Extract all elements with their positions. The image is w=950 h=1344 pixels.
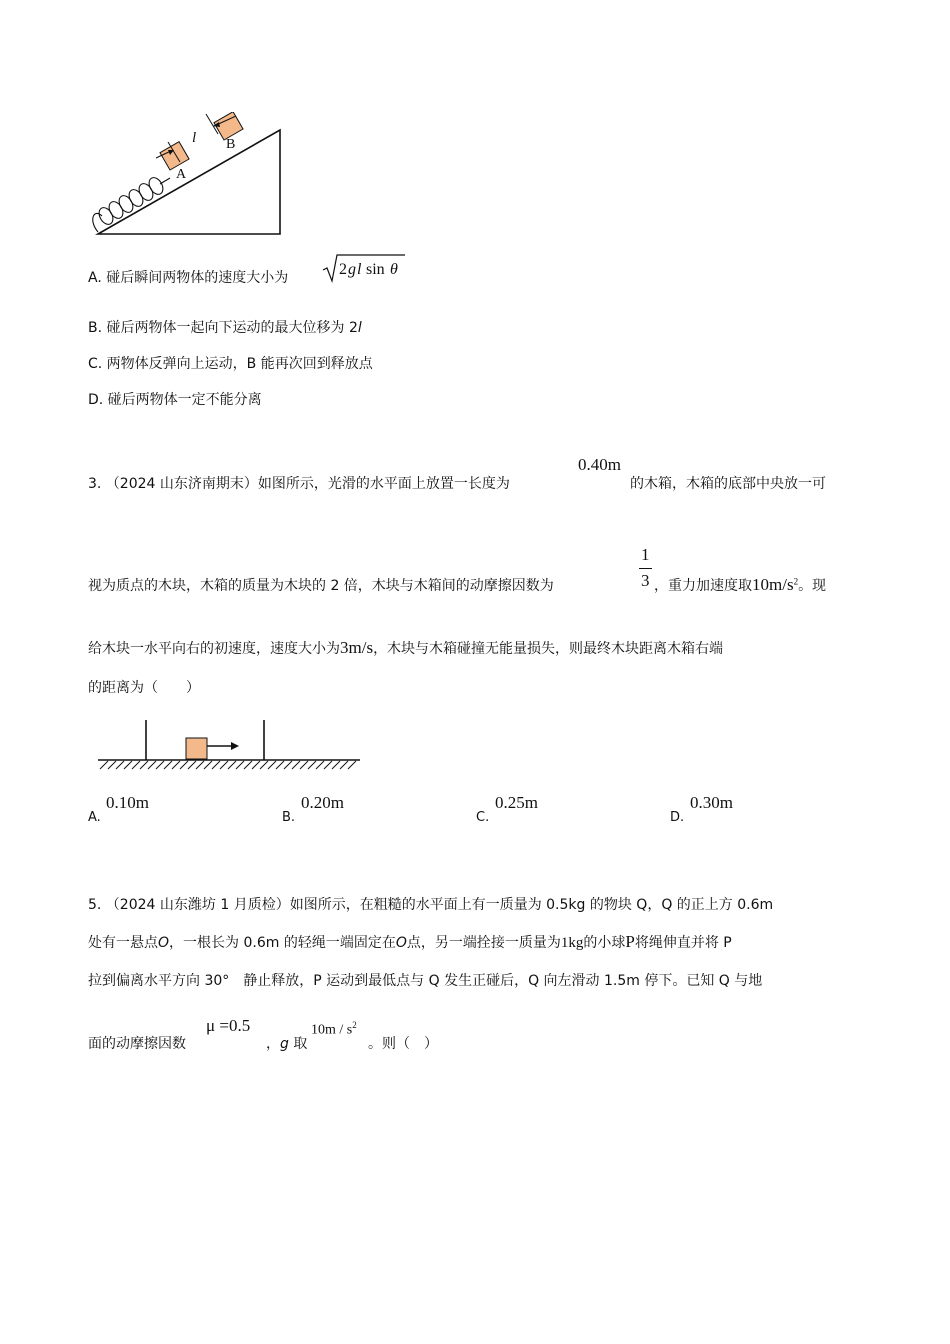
q5-line-2: 处有一悬点O，一根长为 0.6m 的轻绳一端固定在O点，另一端拴接一质量为1kg的小球P将绳伸直并将 P <box>88 932 732 951</box>
q3-line-2: 视为质点的木块，木箱的质量为木块的 2 倍，木块与木箱间的动摩擦因数为 <box>88 578 554 594</box>
q5-line-4b: ，g 取 <box>266 1036 308 1052</box>
box-on-ground-figure <box>94 716 364 772</box>
spring <box>93 175 170 232</box>
q5-mu: μ =0.5 <box>206 1016 251 1035</box>
ground-hatching <box>100 761 356 769</box>
svg-text:θ: θ <box>390 261 398 278</box>
q5-line-4: 面的动摩擦因数 <box>88 1036 186 1052</box>
block-a-label: A <box>176 167 187 182</box>
svg-text:2: 2 <box>339 261 347 278</box>
q3-option-a-letter: A. <box>88 810 101 825</box>
q3-line-1b: 的木箱，木箱的底部中央放一可 <box>630 476 826 492</box>
q3-line-3: 给木块一水平向右的初速度，速度大小为3m/s，木块与木箱碰撞无能量损失，则最终木块距离木箱右端 <box>88 638 724 657</box>
q3-option-c-letter: C. <box>476 810 490 825</box>
q2-option-b: B. 碰后两物体一起向下运动的最大位移为 2l <box>88 320 362 336</box>
svg-text:g: g <box>348 261 356 278</box>
incline-triangle <box>98 130 280 234</box>
svg-text:sin: sin <box>366 261 385 278</box>
svg-text:l: l <box>357 261 362 278</box>
q3-option-b-value: 0.20m <box>301 793 344 812</box>
q3-option-c-value: 0.25m <box>495 793 538 812</box>
q3-line-4: 的距离为（ ） <box>88 680 200 696</box>
q5-line-3: 拉到偏离水平方向 30° 静止释放，P 运动到最低点与 Q 发生正碰后，Q 向左滑动 1.5m 停下。已知 Q 与地 <box>88 973 763 989</box>
q2-option-d: D. 碰后两物体一定不能分离 <box>88 392 262 408</box>
incline-spring-figure <box>86 112 286 240</box>
q3-line-2b: ，重力加速度取$10m/s^2$。现 <box>654 575 827 594</box>
q3-option-d-letter: D. <box>670 810 685 825</box>
q5-line-4d: 。则（ ） <box>368 1036 438 1052</box>
q3-frac-num: 1 <box>641 545 650 564</box>
q3-line-1: 3. （2024 山东济南期末）如图所示，光滑的水平面上放置一长度为 <box>88 476 510 492</box>
q3-frac-den: 3 <box>641 571 650 590</box>
small-block <box>186 738 207 759</box>
q2-option-c: C. 两物体反弹向上运动，B 能再次回到释放点 <box>88 356 373 372</box>
q2-option-a: A. 碰后瞬间两物体的速度大小为 <box>88 270 289 286</box>
q3-length: 0.40m <box>578 455 621 474</box>
q3-option-b-letter: B. <box>282 810 296 825</box>
sqrt-formula <box>321 252 407 284</box>
q5-line-1: 5. （2024 山东潍坊 1 月质检）如图所示，在粗糙的水平面上有一质量为 0.5kg 的物块 Q，Q 的正上方 0.6m <box>88 897 774 913</box>
q3-frac-bar <box>639 568 652 569</box>
q3-option-a-value: 0.10m <box>106 793 149 812</box>
label-l: l <box>192 130 197 146</box>
q3-option-d-value: 0.30m <box>690 793 733 812</box>
q5-g-value: $10m / s^2$ <box>311 1020 357 1038</box>
block-a <box>160 142 189 170</box>
block-b-label: B <box>226 137 236 152</box>
